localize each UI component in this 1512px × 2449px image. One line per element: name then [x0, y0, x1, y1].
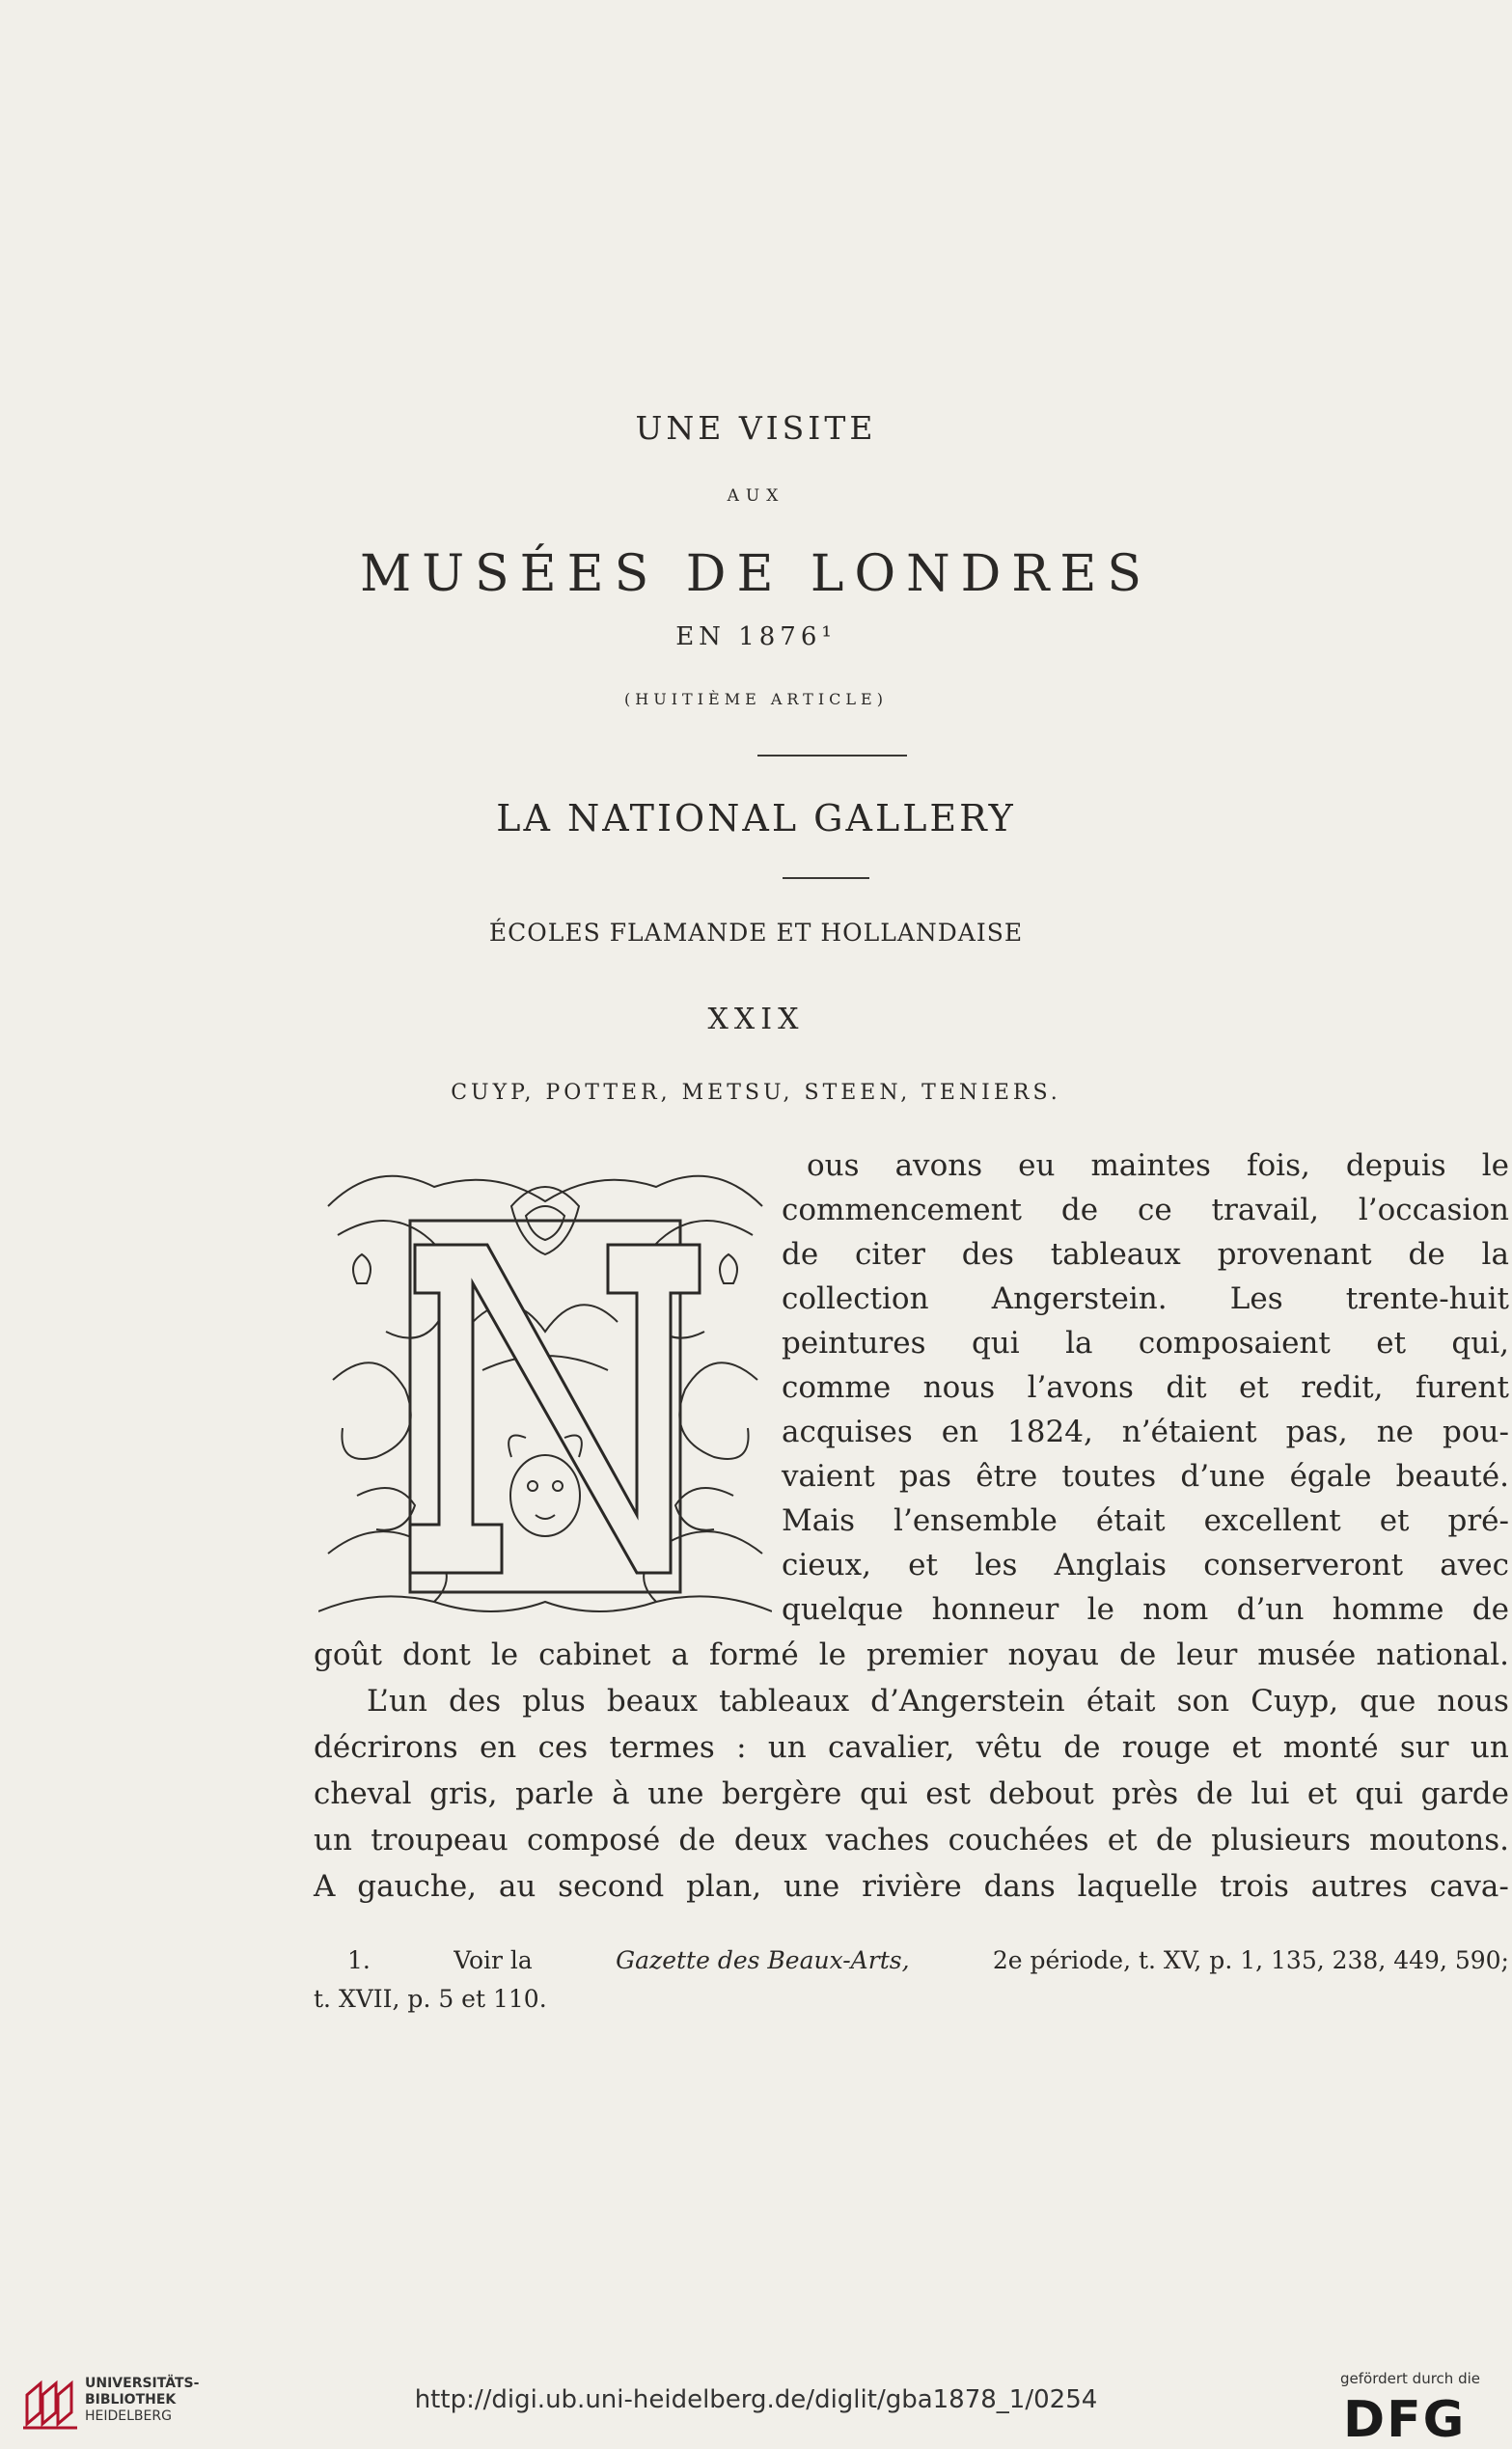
- text-word: l’ensemble: [893, 1503, 1058, 1538]
- text-word: de: [1408, 1237, 1445, 1272]
- text-word: plan,: [686, 1869, 762, 1904]
- text-word: était: [1086, 1684, 1156, 1719]
- text-word: d’une: [1180, 1459, 1266, 1494]
- university-library-name: UNIVERSITÄTS- BIBLIOTHEK HEIDELBERG: [85, 2376, 200, 2424]
- text-word: formé: [709, 1637, 799, 1672]
- text-word: le: [818, 1637, 846, 1672]
- text-line: [314, 1730, 1509, 1765]
- text-word: cavalier,: [828, 1730, 955, 1765]
- text-word: n’étaient: [1121, 1415, 1257, 1449]
- text-line: [782, 1503, 1509, 1538]
- text-word: d’un: [1236, 1592, 1305, 1627]
- ornamental-initial-n: [318, 1148, 772, 1621]
- text-word: debout: [988, 1776, 1094, 1811]
- text-line: [782, 1592, 1509, 1627]
- text-word: Angerstein.: [991, 1281, 1168, 1316]
- text-word: rouge: [1121, 1730, 1211, 1765]
- text-word: cheval: [314, 1776, 412, 1811]
- text-word: conserveront: [1203, 1548, 1404, 1582]
- main-title: MUSÉES DE LONDRES: [359, 545, 1153, 603]
- text-word: collection: [782, 1281, 929, 1316]
- text-word: quelque: [782, 1592, 904, 1627]
- title-year: EN 1876¹: [675, 622, 837, 651]
- text-word: ous: [807, 1148, 860, 1183]
- text-word: peintures: [782, 1326, 926, 1361]
- painters-list: CUYP, POTTER, METSU, STEEN, TENIERS.: [451, 1081, 1061, 1105]
- text-word: être: [976, 1459, 1038, 1494]
- text-word: à: [612, 1776, 630, 1811]
- text-word: citer: [855, 1237, 925, 1272]
- text-word: qui: [1355, 1776, 1404, 1811]
- text-line: [807, 1148, 1509, 1183]
- text-word: honneur: [931, 1592, 1059, 1627]
- divider-rule: [757, 755, 907, 757]
- text-word: qui: [859, 1776, 908, 1811]
- text-word: dit: [1166, 1370, 1207, 1405]
- text-word: d’Angerstein: [870, 1684, 1065, 1719]
- text-word: pas,: [1285, 1415, 1348, 1449]
- text-word: de: [1060, 1193, 1099, 1227]
- text-word: Anglais: [1054, 1548, 1167, 1582]
- text-word: acquises: [782, 1415, 913, 1449]
- text-word: un: [767, 1730, 807, 1765]
- text-word: beaux: [606, 1684, 699, 1719]
- text-word: avec: [1440, 1548, 1509, 1582]
- text-word: de: [1119, 1637, 1157, 1672]
- text-word: homme: [1332, 1592, 1444, 1627]
- text-word: gauche,: [357, 1869, 478, 1904]
- text-word: que: [1360, 1684, 1416, 1719]
- text-word: tableaux: [1050, 1237, 1181, 1272]
- text-word: deux: [733, 1823, 808, 1857]
- text-word: beauté.: [1395, 1459, 1509, 1494]
- text-word: eu: [1018, 1148, 1056, 1183]
- text-word: la: [1065, 1326, 1093, 1361]
- text-word: maintes: [1090, 1148, 1211, 1183]
- text-word: moutons.: [1369, 1823, 1509, 1857]
- title-line-aux: AUX: [727, 486, 785, 506]
- text-word: rivière: [862, 1869, 962, 1904]
- text-word: monté: [1282, 1730, 1379, 1765]
- text-word: Mais: [782, 1503, 856, 1538]
- text-word: premier: [866, 1637, 988, 1672]
- text-word: et: [1379, 1503, 1410, 1538]
- text-word: l’occasion: [1358, 1193, 1509, 1227]
- divider-rule-short: [783, 877, 869, 879]
- text-word: de: [1196, 1776, 1233, 1811]
- text-word: travail,: [1211, 1193, 1319, 1227]
- text-line: [314, 1637, 1509, 1672]
- text-word: leur: [1176, 1637, 1238, 1672]
- text-line: [782, 1326, 1509, 1361]
- text-word: plus: [522, 1684, 586, 1719]
- text-word: a: [671, 1637, 689, 1672]
- text-word: lui: [1251, 1776, 1290, 1811]
- chapter-number: XXIX: [707, 1003, 805, 1036]
- text-word: et: [1306, 1776, 1337, 1811]
- text-word: composaient: [1138, 1326, 1331, 1361]
- text-word: laquelle: [1077, 1869, 1198, 1904]
- text-word: et: [908, 1548, 938, 1582]
- text-word: parle: [515, 1776, 594, 1811]
- text-word: gris,: [429, 1776, 498, 1811]
- text-word: dont: [401, 1637, 471, 1672]
- text-word: pas: [898, 1459, 952, 1494]
- text-word: commencement: [782, 1193, 1022, 1227]
- text-word: le: [1481, 1148, 1509, 1183]
- dfg-logo: DFG: [1343, 2391, 1467, 2449]
- text-word: nous: [922, 1370, 996, 1405]
- text-word: le: [1086, 1592, 1114, 1627]
- footnote-text: 2e période, t. XV, p. 1, 135, 238, 449, 590;: [992, 1946, 1509, 1974]
- text-word: le: [490, 1637, 519, 1672]
- text-word: les: [975, 1548, 1018, 1582]
- text-word: cieux,: [782, 1548, 871, 1582]
- text-word: nous: [1437, 1684, 1509, 1719]
- text-word: et: [1107, 1823, 1138, 1857]
- text-word: ce: [1137, 1193, 1172, 1227]
- text-word: au: [498, 1869, 536, 1904]
- text-line: [782, 1370, 1509, 1405]
- text-word: L’un: [367, 1684, 427, 1719]
- text-word: 1824,: [1007, 1415, 1093, 1449]
- text-word: de: [1471, 1592, 1509, 1627]
- text-word: des: [961, 1237, 1014, 1272]
- text-word: autres: [1310, 1869, 1408, 1904]
- text-line: [314, 1776, 1509, 1811]
- text-line: [367, 1684, 1509, 1719]
- text-word: cabinet: [538, 1637, 651, 1672]
- text-word: tableaux: [719, 1684, 850, 1719]
- text-word: national.: [1376, 1637, 1509, 1672]
- text-word: et: [1376, 1326, 1407, 1361]
- text-word: une: [783, 1869, 840, 1904]
- title-line-une-visite: UNE VISITE: [635, 409, 877, 447]
- text-word: un: [314, 1823, 352, 1857]
- text-word: avons: [894, 1148, 983, 1183]
- text-word: est: [925, 1776, 971, 1811]
- text-line: [782, 1415, 1509, 1449]
- text-word: excellent: [1203, 1503, 1341, 1538]
- text-word: ces: [537, 1730, 589, 1765]
- text-word: cava-: [1429, 1869, 1509, 1904]
- text-word: égale: [1289, 1459, 1372, 1494]
- text-word: qui,: [1451, 1326, 1509, 1361]
- text-word: la: [1481, 1237, 1509, 1272]
- schools-subtitle: ÉCOLES FLAMANDE ET HOLLANDAISE: [488, 919, 1024, 947]
- text-word: ne: [1376, 1415, 1414, 1449]
- footnote-journal: Gazette des Beaux-Arts,: [616, 1946, 910, 1974]
- text-word: comme: [782, 1370, 892, 1405]
- text-word: vaches: [825, 1823, 930, 1857]
- text-word: en: [479, 1730, 517, 1765]
- text-word: composé: [526, 1823, 661, 1857]
- text-word: et: [1231, 1730, 1262, 1765]
- text-word: qui: [971, 1326, 1020, 1361]
- text-word: couchées: [948, 1823, 1089, 1857]
- text-line: [782, 1237, 1509, 1272]
- text-word: et: [1238, 1370, 1269, 1405]
- text-word: furent: [1415, 1370, 1509, 1405]
- article-number: (HUITIÈME ARTICLE): [624, 690, 888, 708]
- text-word: pou-: [1443, 1415, 1509, 1449]
- text-line: [782, 1281, 1509, 1316]
- text-word: un: [1470, 1730, 1509, 1765]
- footnote-line-2: t. XVII, p. 5 et 110.: [314, 1985, 547, 2013]
- text-word: des: [449, 1684, 502, 1719]
- text-word: Cuyp,: [1251, 1684, 1339, 1719]
- text-word: pré-: [1447, 1503, 1509, 1538]
- text-word: plusieurs: [1211, 1823, 1351, 1857]
- text-word: :: [736, 1730, 747, 1765]
- text-word: goût: [314, 1637, 382, 1672]
- text-line: [782, 1459, 1509, 1494]
- text-word: noyau: [1007, 1637, 1100, 1672]
- text-word: décrirons: [314, 1730, 458, 1765]
- text-word: de: [678, 1823, 716, 1857]
- text-word: dans: [983, 1869, 1056, 1904]
- text-word: troupeau: [371, 1823, 509, 1857]
- text-word: vêtu: [976, 1730, 1042, 1765]
- text-word: toutes: [1061, 1459, 1157, 1494]
- text-word: son: [1176, 1684, 1230, 1719]
- text-word: depuis: [1345, 1148, 1446, 1183]
- footnote-text: Voir la: [454, 1946, 533, 1974]
- source-url[interactable]: http://digi.ub.uni-heidelberg.de/diglit/gba1878_1/0254: [414, 2385, 1098, 2414]
- text-line: [314, 1823, 1509, 1857]
- text-word: Les: [1229, 1281, 1283, 1316]
- text-word: trente-huit: [1345, 1281, 1509, 1316]
- text-word: était: [1095, 1503, 1166, 1538]
- text-word: trois: [1220, 1869, 1289, 1904]
- footnote-line-1: [347, 1946, 1509, 1974]
- text-word: fois,: [1247, 1148, 1310, 1183]
- text-word: redit,: [1301, 1370, 1384, 1405]
- text-word: musée: [1257, 1637, 1357, 1672]
- text-word: A: [314, 1869, 336, 1904]
- funding-note: gefördert durch die: [1340, 2370, 1480, 2387]
- text-word: en: [941, 1415, 979, 1449]
- text-word: de: [1063, 1730, 1101, 1765]
- text-word: second: [558, 1869, 665, 1904]
- text-word: vaient: [782, 1459, 875, 1494]
- text-line: [314, 1869, 1509, 1904]
- text-word: nom: [1142, 1592, 1209, 1627]
- text-word: de: [782, 1237, 819, 1272]
- text-word: termes: [609, 1730, 715, 1765]
- section-title: LA NATIONAL GALLERY: [496, 797, 1016, 839]
- text-word: provenant: [1217, 1237, 1372, 1272]
- footnote-marker: 1.: [347, 1946, 371, 1974]
- text-line: [782, 1548, 1509, 1582]
- text-word: une: [647, 1776, 704, 1811]
- text-word: garde: [1420, 1776, 1509, 1811]
- text-word: de: [1155, 1823, 1194, 1857]
- text-word: bergère: [722, 1776, 842, 1811]
- text-word: sur: [1399, 1730, 1449, 1765]
- text-word: près: [1112, 1776, 1179, 1811]
- text-line: [782, 1193, 1509, 1227]
- text-word: l’avons: [1027, 1370, 1134, 1405]
